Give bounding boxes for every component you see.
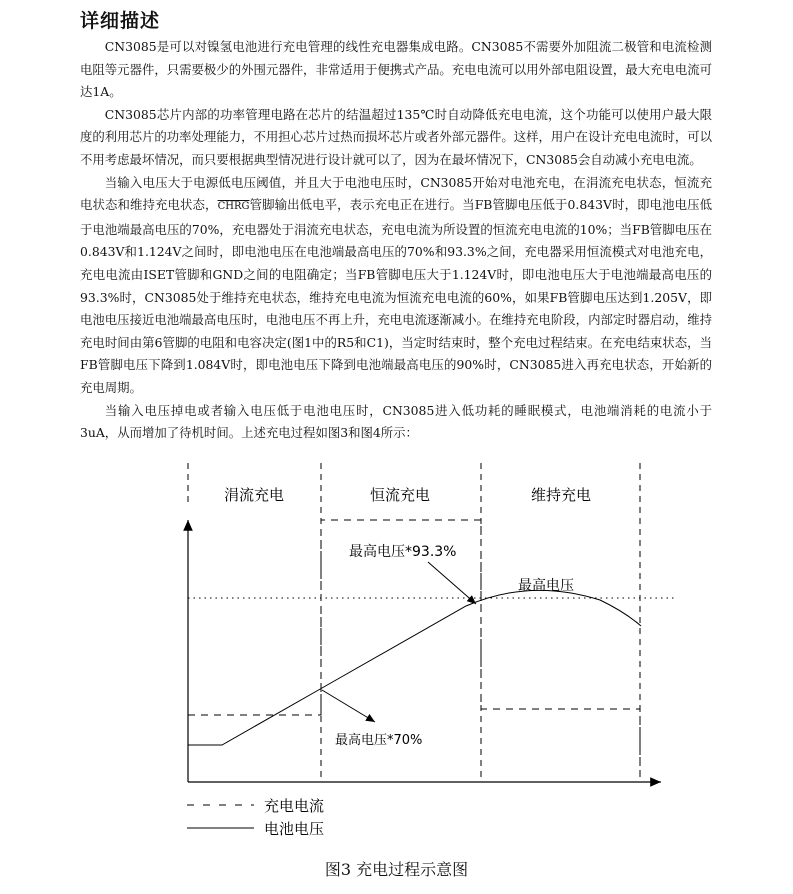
phase-label-maintain: 维持充电 (530, 486, 592, 504)
figure-caption: 图3 充电过程示意图 (324, 860, 469, 879)
legend-voltage-label: 电池电压 (264, 820, 325, 838)
annotation-70-percent: 最高电压*70% (335, 733, 423, 748)
annotation-70-arrow (322, 690, 375, 722)
paragraph-3-end: 管脚输出低电平，表示充电正在进行。当FB管脚电压低于0.843V时，即电池电压低于电池端最高电压的70%，充电器处于涓流充电状态，充电电流为所设置的恒流充电电流的10%；当FB管脚电压在0.843V和1.124V之间时，即电池电压在电池端最高电压的70%和93.3%之间，充电器采用恒流模式对电池充电，充电电流由ISET管脚和GND之间的电阻确定；当FB管脚电压大于1.124V时，即电池电压大于电池端最高电压的93.3%时，CN3085处于维持充电状态，维持充电电流为恒流充电电流的60%，如果FB管脚电压达到1.205V，即电池电压接近电池端最高电压时，电池电压不再上升，充电电流逐渐减小。在维持充电阶段，内部定时器启动，维持充电时间由第6管脚的电阻和电容决定(图1中的R5和C1)，当定时结束时，整个充电过程结束。在充电结束状态，当FB管脚电压下降到1.084V时，即电池电压下降到电池端最高电压的90%时，CN3085进入再充电状态，开始新的充电周期。 (80, 197, 713, 395)
paragraph-3-start: 当输入电压大于电源低电压阈值，并且大于电池电压时，CN3085开始对电池充电，在涓流充电状态，恒流充电状态和维持充电状态， (80, 174, 712, 213)
phase-label-cc: 恒流充电 (369, 486, 431, 504)
phase-label-trickle: 涓流充电 (223, 486, 285, 504)
paragraph-1: CN3085是可以对镍氢电池进行充电管理的线性充电器集成电路。CN3085不需要外加阻流二极管和电流检测电阻等元器件，只需要极少的外围元器件，非常适用于便携式产品。充电电流可以用外部电阻设置，最大充电电流可达1A。 (80, 39, 712, 100)
legend-current-label: 充电电流 (264, 797, 325, 815)
paragraph-2: CN3085芯片内部的功率管理电路在芯片的结温超过135℃时自动降低充电电流，这个功能可以使用户最大限度的利用芯片的功率处理能力，不用担心芯片过热而损坏芯片或者外部元器件。这样，用户在设计充电电流时，可以不用考虑最坏情况，而只要根据典型情况进行设计就可以了，因为在最坏情况下，CN3085会自动减小充电电流。 (80, 106, 712, 167)
paragraph-4: 当输入电压掉电或者输入电压低于电池电压时，CN3085进入低功耗的睡眠模式，电池端消耗的电流小于3uA，从而增加了待机时间。上述充电过程如图3和图4所示： (80, 402, 712, 441)
battery-voltage-series (188, 590, 641, 745)
chrg-pin-label: CHRG (217, 201, 250, 213)
annotation-max-voltage: 最高电压 (518, 578, 574, 594)
annotation-93-percent: 最高电压*93.3% (349, 544, 457, 560)
page-heading: 详细描述 (80, 10, 161, 32)
